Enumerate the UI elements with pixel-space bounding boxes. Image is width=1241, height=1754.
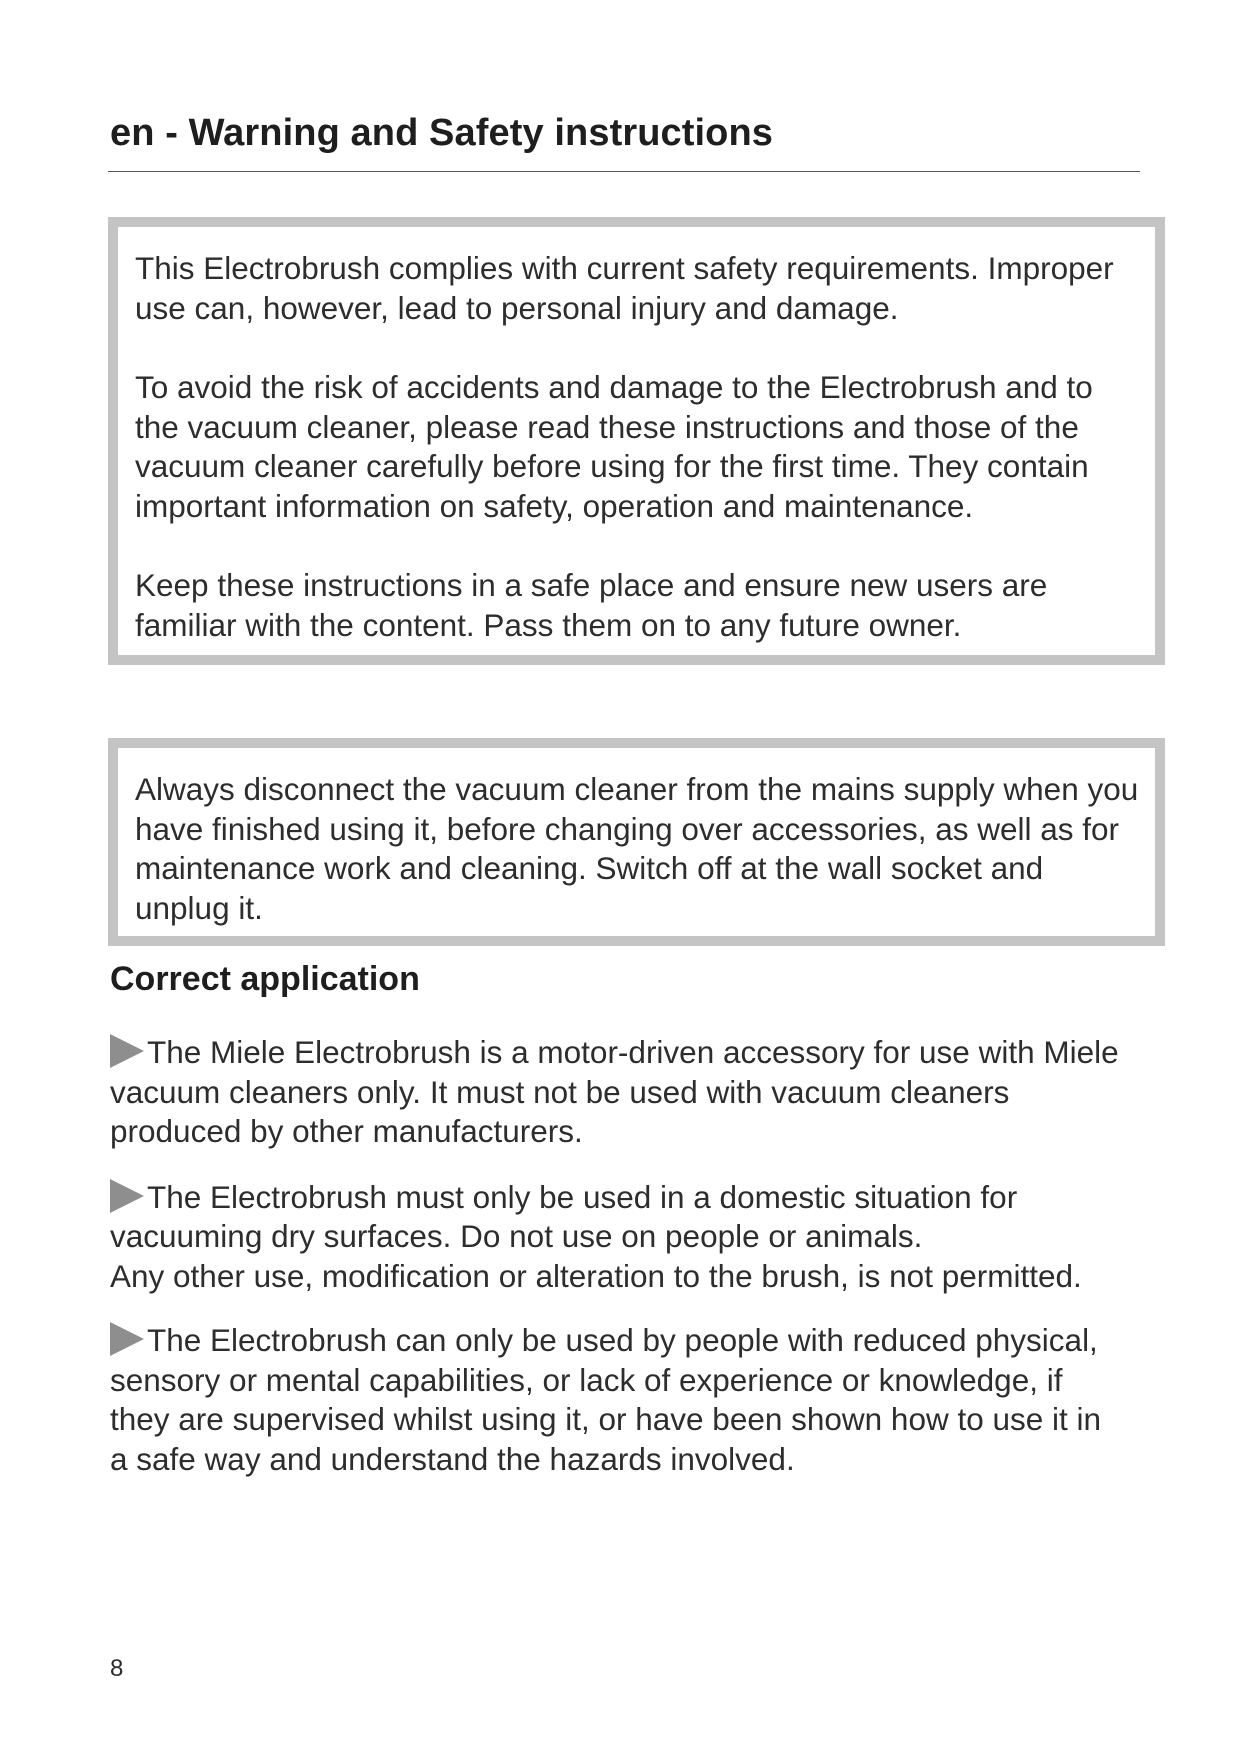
disconnect-warning-box [108,738,1165,946]
list-item-text: Any other use, modification or alteration to the brush, is not permitted. [110,1257,1082,1294]
page-number: 8 [110,1655,124,1682]
section-heading-correct-application: Correct application [110,960,420,998]
page-title: en - Warning and Safety instructions [110,112,774,154]
title-divider [108,171,1140,172]
arrow-right-icon [110,1034,144,1068]
intro-paragraph-read-instructions: To avoid the risk of accidents and damage to the Electrobrush and to the vacuum cleaner, please read these instructions and those of the vacuum cleaner carefully before using for the first time. They contain important information on safety, operation and maintenance. [135,369,1093,524]
intro-paragraph-safety: This Electrobrush complies with current safety requirements. Improper use can, however, lead to personal injury and damage. [135,250,1114,326]
intro-warning-box [108,217,1165,665]
intro-paragraph-keep-instructions: Keep these instructions in a safe place and ensure new users are familiar with the content. Pass them on to any future owner. [135,567,1048,643]
arrow-right-icon [110,1179,144,1213]
disconnect-paragraph: Always disconnect the vacuum cleaner from the mains supply when you have finished using it, before changing over accessories, as well as for maintenance work and cleaning. Switch off at the wall socket and unplug it. [135,771,1139,926]
list-item [110,1321,1120,1479]
list-item-text: The Miele Electrobrush is a motor-driven accessory for use with Miele vacuum cleaners only. It must not be used with vacuum cleaners produced by other manufacturers. [110,1034,1119,1149]
correct-application-list [110,1033,1120,1505]
list-item-text: The Electrobrush can only be used by people with reduced physical, sensory or mental capabilities, or lack of experience or knowledge, if they are supervised whilst using it, or have been shown how to use it in a safe way and understand the hazards involved. [110,1322,1102,1477]
list-item [110,1033,1120,1152]
list-item-text: The Electrobrush must only be used in a domestic situation for vacuuming dry surfaces. Do not use on people or animals. [110,1178,1018,1254]
arrow-right-icon [110,1322,144,1356]
list-item [110,1178,1120,1297]
